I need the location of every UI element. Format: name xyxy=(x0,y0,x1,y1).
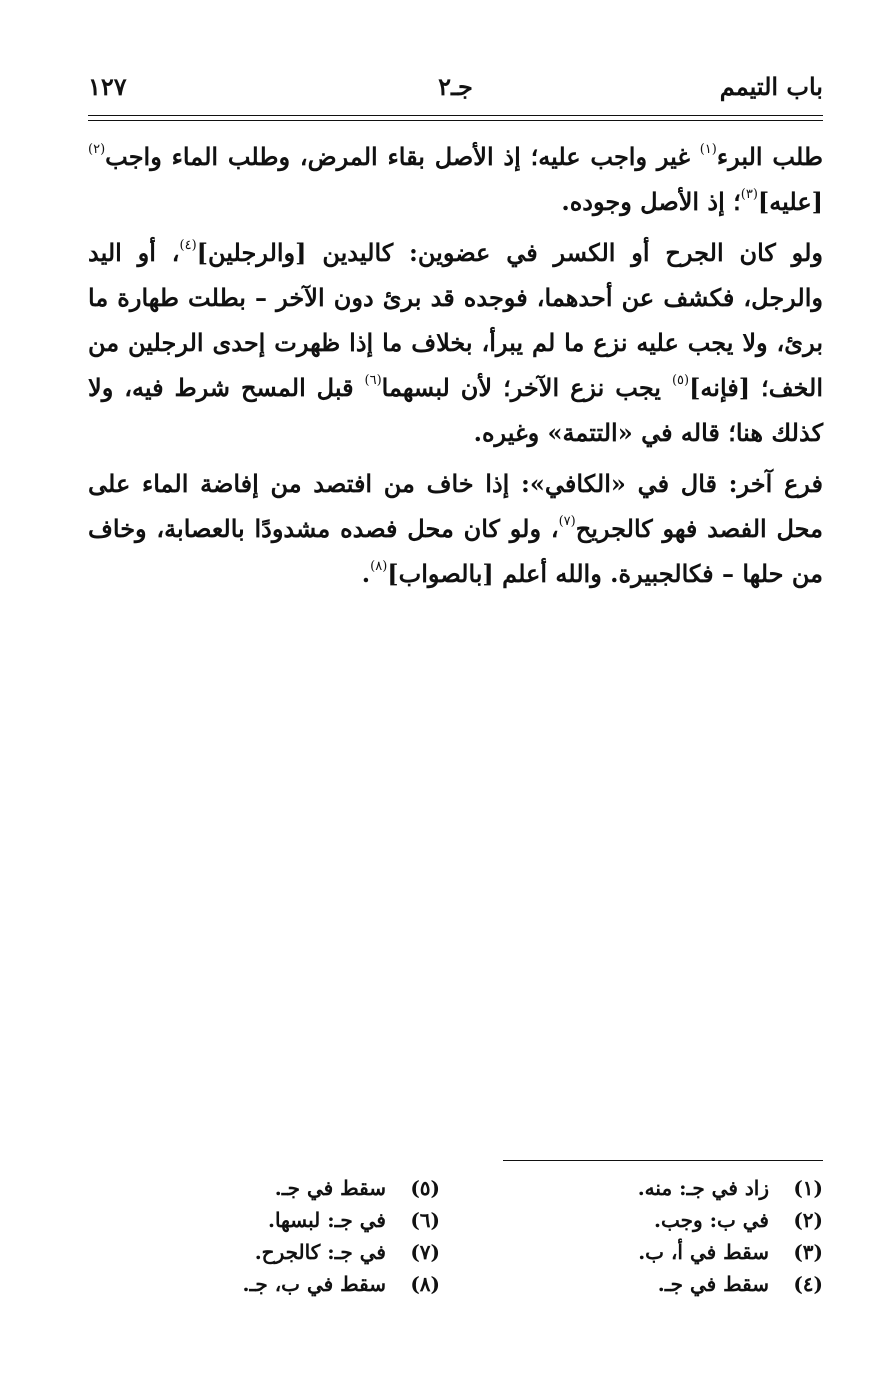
header-rule-thick xyxy=(88,115,823,116)
footnote-ref-4: (٤) xyxy=(179,238,197,253)
footnote-1 xyxy=(463,1172,823,1204)
footnotes-column-right xyxy=(463,1172,823,1300)
footnote-text: سقط في ب، جـ. xyxy=(242,1272,386,1296)
footnote-ref-8: (٨) xyxy=(370,559,388,574)
footnote-number: (٢) xyxy=(793,1208,823,1232)
footnote-6 xyxy=(80,1204,440,1236)
paragraph-2 xyxy=(88,230,823,455)
footnote-text: سقط في أ، ب. xyxy=(638,1240,769,1264)
footnote-ref-2: (٢) xyxy=(88,142,106,157)
footnote-number: (٤) xyxy=(793,1272,823,1296)
volume-label: جـ٢ xyxy=(438,72,473,101)
footnote-5 xyxy=(80,1172,440,1204)
footnote-separator xyxy=(503,1160,823,1161)
text-run: ، أو اليد والرجل، فكشف عن أحدهما، فوجده قد برئ دون الآخر – بطلت طهارة ما برئ، ولا يجب عليه نزع ما لم يبرأ، بخلاف ما إذا ظهرت إحدى الرجلين من الخف؛ [فإنه] xyxy=(88,238,824,402)
page-number: ١٢٧ xyxy=(88,72,127,101)
footnote-ref-6: (٦) xyxy=(364,373,382,388)
footnote-number: (٣) xyxy=(793,1240,823,1264)
footnote-number: (٦) xyxy=(410,1208,440,1232)
text-run: ولو كان الجرح أو الكسر في عضوين: كاليدين [والرجلين] xyxy=(196,238,823,267)
footnote-8 xyxy=(80,1268,440,1300)
text-run: غير واجب عليه؛ إذ الأصل بقاء المرض، وطلب الماء واجب xyxy=(105,142,700,171)
footnote-text: في جـ: لبسها. xyxy=(267,1208,386,1232)
footnote-number: (٨) xyxy=(410,1272,440,1296)
header-rule-thin xyxy=(88,120,823,121)
footnote-number: (١) xyxy=(793,1176,823,1200)
footnote-7 xyxy=(80,1236,440,1268)
footnote-ref-3: (٣) xyxy=(740,187,758,202)
text-run: ؛ إذ الأصل وجوده. xyxy=(561,187,741,216)
footnote-text: في ب: وجب. xyxy=(654,1208,769,1232)
text-run: قبل المسح شرط فيه، ولا كذلك هنا؛ قاله في «التتمة» وغيره. xyxy=(88,373,823,447)
footnote-ref-7: (٧) xyxy=(558,514,576,529)
running-header xyxy=(88,68,823,108)
text-run: [عليه] xyxy=(757,187,823,216)
text-run: . xyxy=(361,559,371,588)
footnote-ref-5: (٥) xyxy=(671,373,690,388)
footnote-text: زاد في جـ: منه. xyxy=(637,1176,769,1200)
footnote-2 xyxy=(463,1204,823,1236)
footnote-text: في جـ: كالجرح. xyxy=(254,1240,386,1264)
footnote-text: سقط في جـ. xyxy=(657,1272,769,1296)
footnote-number: (٧) xyxy=(410,1240,440,1264)
footnote-4 xyxy=(463,1268,823,1300)
footnote-text: سقط في جـ. xyxy=(274,1176,386,1200)
text-run: طلب البرء xyxy=(716,142,823,171)
paragraph-3 xyxy=(88,461,823,596)
footnote-number: (٥) xyxy=(410,1176,440,1200)
paragraph-1 xyxy=(88,134,823,224)
text-run: يجب نزع الآخر؛ لأن لبسهما xyxy=(381,373,672,402)
chapter-title: باب التيمم xyxy=(719,72,823,101)
footnote-ref-1: (١) xyxy=(699,142,717,157)
text-run: ، ولو كان محل فصده مشدودًا بالعصابة، وخاف من حلها – فكالجبيرة. والله أعلم [بالصواب] xyxy=(88,514,823,588)
footnotes-column-left xyxy=(80,1172,440,1300)
footnote-3 xyxy=(463,1236,823,1268)
main-text xyxy=(88,134,823,602)
text-run: فرع آخر: قال في «الكافي»: إذا خاف من افتصد من إفاضة الماء على محل الفصد فهو كالجريح xyxy=(88,469,824,543)
